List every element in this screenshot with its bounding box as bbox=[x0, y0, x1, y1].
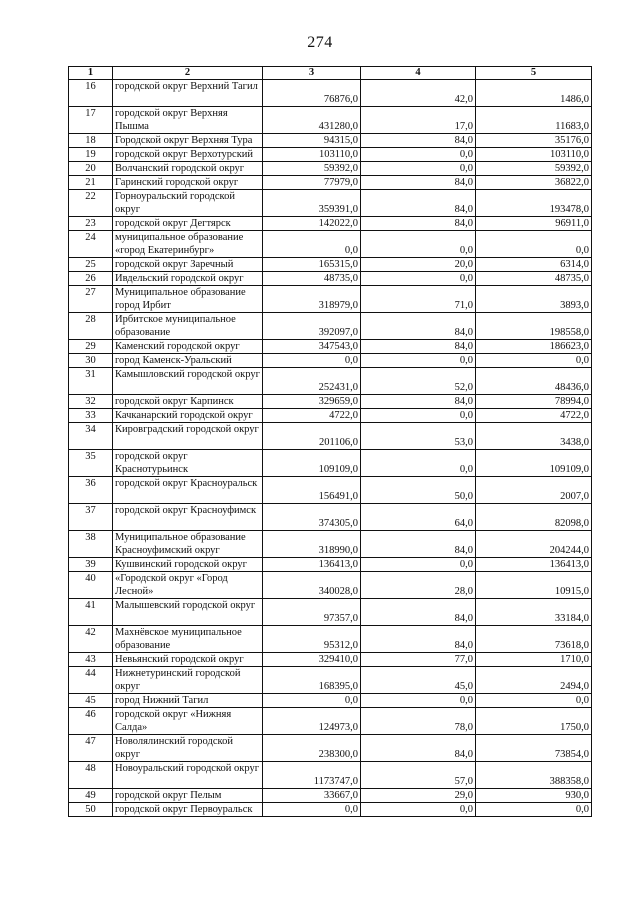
municipality-name-cell: Кировградский городской округ bbox=[113, 423, 263, 450]
column-3-value-cell: 168395,0 bbox=[263, 667, 361, 694]
municipality-name-cell: городской округ Верхний Тагил bbox=[113, 80, 263, 107]
column-5-value-cell: 78994,0 bbox=[476, 395, 592, 409]
column-4-value-cell: 0,0 bbox=[361, 803, 476, 817]
row-number-cell: 19 bbox=[69, 148, 113, 162]
column-4-value-cell: 84,0 bbox=[361, 395, 476, 409]
municipality-name-cell: городской округ Карпинск bbox=[113, 395, 263, 409]
municipality-name-cell: Гаринский городской округ bbox=[113, 176, 263, 190]
column-3-value-cell: 109109,0 bbox=[263, 450, 361, 477]
municipality-name-cell: городской округ Первоуральск bbox=[113, 803, 263, 817]
municipality-name-cell: Камышловский городской округ bbox=[113, 368, 263, 395]
municipality-name-cell: Новоуральский городской округ bbox=[113, 762, 263, 789]
table-row bbox=[69, 176, 592, 190]
column-5-value-cell: 2007,0 bbox=[476, 477, 592, 504]
column-3-value-cell: 0,0 bbox=[263, 354, 361, 368]
municipality-name-cell: городской округ Заречный bbox=[113, 258, 263, 272]
column-5-value-cell: 0,0 bbox=[476, 231, 592, 258]
table-row bbox=[69, 395, 592, 409]
column-3-value-cell: 431280,0 bbox=[263, 107, 361, 134]
municipality-name-cell: городской округ Пелым bbox=[113, 789, 263, 803]
municipality-name-cell: город Нижний Тагил bbox=[113, 694, 263, 708]
column-5-value-cell: 0,0 bbox=[476, 803, 592, 817]
municipality-name-cell: городской округ Дегтярск bbox=[113, 217, 263, 231]
table-row bbox=[69, 762, 592, 789]
column-4-value-cell: 84,0 bbox=[361, 599, 476, 626]
municipality-name-cell: городской округ Верхотурский bbox=[113, 148, 263, 162]
column-3-value-cell: 48735,0 bbox=[263, 272, 361, 286]
column-4-value-cell: 84,0 bbox=[361, 531, 476, 558]
column-4-value-cell: 84,0 bbox=[361, 176, 476, 190]
row-number-cell: 31 bbox=[69, 368, 113, 395]
column-4-value-cell: 64,0 bbox=[361, 504, 476, 531]
column-3-value-cell: 347543,0 bbox=[263, 340, 361, 354]
column-5-value-cell: 33184,0 bbox=[476, 599, 592, 626]
table-row bbox=[69, 572, 592, 599]
column-5-value-cell: 930,0 bbox=[476, 789, 592, 803]
column-header-5: 5 bbox=[476, 67, 592, 80]
municipality-name-cell: «Городской округ «Город Лесной» bbox=[113, 572, 263, 599]
row-number-cell: 28 bbox=[69, 313, 113, 340]
row-number-cell: 36 bbox=[69, 477, 113, 504]
column-header-2: 2 bbox=[113, 67, 263, 80]
table-row bbox=[69, 231, 592, 258]
row-number-cell: 39 bbox=[69, 558, 113, 572]
table-row bbox=[69, 80, 592, 107]
table-row bbox=[69, 626, 592, 653]
column-5-value-cell: 204244,0 bbox=[476, 531, 592, 558]
municipality-name-cell: Каменский городской округ bbox=[113, 340, 263, 354]
table-row bbox=[69, 354, 592, 368]
table-row bbox=[69, 708, 592, 735]
column-3-value-cell: 103110,0 bbox=[263, 148, 361, 162]
row-number-cell: 32 bbox=[69, 395, 113, 409]
column-4-value-cell: 71,0 bbox=[361, 286, 476, 313]
table-row bbox=[69, 531, 592, 558]
column-3-value-cell: 1173747,0 bbox=[263, 762, 361, 789]
table-row bbox=[69, 653, 592, 667]
table-row bbox=[69, 190, 592, 217]
row-number-cell: 29 bbox=[69, 340, 113, 354]
column-4-value-cell: 0,0 bbox=[361, 272, 476, 286]
column-3-value-cell: 329659,0 bbox=[263, 395, 361, 409]
table-row bbox=[69, 735, 592, 762]
column-4-value-cell: 84,0 bbox=[361, 217, 476, 231]
table-row bbox=[69, 477, 592, 504]
page-number: 274 bbox=[307, 34, 333, 51]
table-header-row bbox=[69, 67, 592, 80]
column-header-4: 4 bbox=[361, 67, 476, 80]
column-3-value-cell: 4722,0 bbox=[263, 409, 361, 423]
row-number-cell: 40 bbox=[69, 572, 113, 599]
row-number-cell: 26 bbox=[69, 272, 113, 286]
row-number-cell: 18 bbox=[69, 134, 113, 148]
municipality-name-cell: городской округ «Нижняя Салда» bbox=[113, 708, 263, 735]
column-3-value-cell: 76876,0 bbox=[263, 80, 361, 107]
row-number-cell: 33 bbox=[69, 409, 113, 423]
row-number-cell: 35 bbox=[69, 450, 113, 477]
column-5-value-cell: 0,0 bbox=[476, 354, 592, 368]
municipality-name-cell: Ивдельский городской округ bbox=[113, 272, 263, 286]
column-5-value-cell: 59392,0 bbox=[476, 162, 592, 176]
row-number-cell: 27 bbox=[69, 286, 113, 313]
column-3-value-cell: 340028,0 bbox=[263, 572, 361, 599]
column-5-value-cell: 35176,0 bbox=[476, 134, 592, 148]
column-5-value-cell: 1486,0 bbox=[476, 80, 592, 107]
column-5-value-cell: 3893,0 bbox=[476, 286, 592, 313]
row-number-cell: 41 bbox=[69, 599, 113, 626]
column-3-value-cell: 359391,0 bbox=[263, 190, 361, 217]
column-4-value-cell: 0,0 bbox=[361, 354, 476, 368]
column-5-value-cell: 103110,0 bbox=[476, 148, 592, 162]
row-number-cell: 21 bbox=[69, 176, 113, 190]
municipality-name-cell: Нижнетуринский городской округ bbox=[113, 667, 263, 694]
row-number-cell: 38 bbox=[69, 531, 113, 558]
column-5-value-cell: 4722,0 bbox=[476, 409, 592, 423]
row-number-cell: 47 bbox=[69, 735, 113, 762]
municipality-name-cell: Муниципальное образование город Ирбит bbox=[113, 286, 263, 313]
row-number-cell: 23 bbox=[69, 217, 113, 231]
column-3-value-cell: 0,0 bbox=[263, 694, 361, 708]
row-number-cell: 17 bbox=[69, 107, 113, 134]
table-row bbox=[69, 789, 592, 803]
column-header-1: 1 bbox=[69, 67, 113, 80]
table-row bbox=[69, 286, 592, 313]
column-4-value-cell: 0,0 bbox=[361, 231, 476, 258]
column-3-value-cell: 0,0 bbox=[263, 803, 361, 817]
column-5-value-cell: 3438,0 bbox=[476, 423, 592, 450]
column-5-value-cell: 193478,0 bbox=[476, 190, 592, 217]
table-row bbox=[69, 217, 592, 231]
table-row bbox=[69, 558, 592, 572]
municipality-name-cell: Горноуральский городской округ bbox=[113, 190, 263, 217]
column-5-value-cell: 198558,0 bbox=[476, 313, 592, 340]
column-5-value-cell: 0,0 bbox=[476, 694, 592, 708]
municipality-name-cell: городской округ Краснотурьинск bbox=[113, 450, 263, 477]
table-row bbox=[69, 667, 592, 694]
table-row bbox=[69, 599, 592, 626]
column-3-value-cell: 252431,0 bbox=[263, 368, 361, 395]
row-number-cell: 16 bbox=[69, 80, 113, 107]
table-row bbox=[69, 258, 592, 272]
column-4-value-cell: 57,0 bbox=[361, 762, 476, 789]
row-number-cell: 37 bbox=[69, 504, 113, 531]
municipality-name-cell: Махнёвское муниципальное образование bbox=[113, 626, 263, 653]
municipality-name-cell: муниципальное образование «город Екатеринбург» bbox=[113, 231, 263, 258]
column-4-value-cell: 0,0 bbox=[361, 450, 476, 477]
column-5-value-cell: 186623,0 bbox=[476, 340, 592, 354]
column-4-value-cell: 17,0 bbox=[361, 107, 476, 134]
column-3-value-cell: 201106,0 bbox=[263, 423, 361, 450]
column-5-value-cell: 2494,0 bbox=[476, 667, 592, 694]
table-row bbox=[69, 107, 592, 134]
column-4-value-cell: 50,0 bbox=[361, 477, 476, 504]
column-3-value-cell: 165315,0 bbox=[263, 258, 361, 272]
column-4-value-cell: 53,0 bbox=[361, 423, 476, 450]
table-row bbox=[69, 803, 592, 817]
municipality-name-cell: Муниципальное образование Красноуфимский округ bbox=[113, 531, 263, 558]
column-4-value-cell: 45,0 bbox=[361, 667, 476, 694]
column-4-value-cell: 84,0 bbox=[361, 735, 476, 762]
column-5-value-cell: 1710,0 bbox=[476, 653, 592, 667]
column-4-value-cell: 84,0 bbox=[361, 626, 476, 653]
municipality-name-cell: Качканарский городской округ bbox=[113, 409, 263, 423]
column-5-value-cell: 388358,0 bbox=[476, 762, 592, 789]
table-row bbox=[69, 423, 592, 450]
table-row bbox=[69, 162, 592, 176]
column-5-value-cell: 11683,0 bbox=[476, 107, 592, 134]
column-4-value-cell: 28,0 bbox=[361, 572, 476, 599]
row-number-cell: 48 bbox=[69, 762, 113, 789]
column-4-value-cell: 20,0 bbox=[361, 258, 476, 272]
column-4-value-cell: 0,0 bbox=[361, 558, 476, 572]
municipality-name-cell: Кушвинский городской округ bbox=[113, 558, 263, 572]
column-3-value-cell: 329410,0 bbox=[263, 653, 361, 667]
column-3-value-cell: 318979,0 bbox=[263, 286, 361, 313]
column-3-value-cell: 94315,0 bbox=[263, 134, 361, 148]
column-4-value-cell: 0,0 bbox=[361, 148, 476, 162]
municipality-name-cell: Ирбитское муниципальное образование bbox=[113, 313, 263, 340]
column-3-value-cell: 33667,0 bbox=[263, 789, 361, 803]
municipality-name-cell: городской округ Верхняя Пышма bbox=[113, 107, 263, 134]
row-number-cell: 46 bbox=[69, 708, 113, 735]
row-number-cell: 42 bbox=[69, 626, 113, 653]
column-4-value-cell: 84,0 bbox=[361, 340, 476, 354]
table-row bbox=[69, 368, 592, 395]
table-row bbox=[69, 134, 592, 148]
row-number-cell: 25 bbox=[69, 258, 113, 272]
column-4-value-cell: 78,0 bbox=[361, 708, 476, 735]
column-3-value-cell: 142022,0 bbox=[263, 217, 361, 231]
column-5-value-cell: 1750,0 bbox=[476, 708, 592, 735]
column-3-value-cell: 136413,0 bbox=[263, 558, 361, 572]
column-4-value-cell: 77,0 bbox=[361, 653, 476, 667]
row-number-cell: 30 bbox=[69, 354, 113, 368]
row-number-cell: 34 bbox=[69, 423, 113, 450]
column-3-value-cell: 374305,0 bbox=[263, 504, 361, 531]
column-4-value-cell: 29,0 bbox=[361, 789, 476, 803]
table-row bbox=[69, 504, 592, 531]
municipality-name-cell: Новолялинский городской округ bbox=[113, 735, 263, 762]
column-5-value-cell: 96911,0 bbox=[476, 217, 592, 231]
column-header-3: 3 bbox=[263, 67, 361, 80]
column-3-value-cell: 97357,0 bbox=[263, 599, 361, 626]
row-number-cell: 49 bbox=[69, 789, 113, 803]
table-row bbox=[69, 409, 592, 423]
column-3-value-cell: 95312,0 bbox=[263, 626, 361, 653]
column-4-value-cell: 52,0 bbox=[361, 368, 476, 395]
column-3-value-cell: 156491,0 bbox=[263, 477, 361, 504]
column-4-value-cell: 0,0 bbox=[361, 162, 476, 176]
column-4-value-cell: 42,0 bbox=[361, 80, 476, 107]
municipality-name-cell: городской округ Красноуральск bbox=[113, 477, 263, 504]
column-5-value-cell: 73618,0 bbox=[476, 626, 592, 653]
column-4-value-cell: 84,0 bbox=[361, 134, 476, 148]
data-table bbox=[68, 66, 592, 817]
municipality-name-cell: город Каменск-Уральский bbox=[113, 354, 263, 368]
municipality-name-cell: Городской округ Верхняя Тура bbox=[113, 134, 263, 148]
column-5-value-cell: 10915,0 bbox=[476, 572, 592, 599]
column-4-value-cell: 0,0 bbox=[361, 409, 476, 423]
column-3-value-cell: 318990,0 bbox=[263, 531, 361, 558]
table-row bbox=[69, 694, 592, 708]
column-5-value-cell: 48436,0 bbox=[476, 368, 592, 395]
column-5-value-cell: 48735,0 bbox=[476, 272, 592, 286]
column-4-value-cell: 84,0 bbox=[361, 313, 476, 340]
column-5-value-cell: 109109,0 bbox=[476, 450, 592, 477]
column-5-value-cell: 6314,0 bbox=[476, 258, 592, 272]
row-number-cell: 50 bbox=[69, 803, 113, 817]
column-3-value-cell: 59392,0 bbox=[263, 162, 361, 176]
municipality-name-cell: Невьянский городской округ bbox=[113, 653, 263, 667]
table-row bbox=[69, 340, 592, 354]
row-number-cell: 45 bbox=[69, 694, 113, 708]
column-5-value-cell: 36822,0 bbox=[476, 176, 592, 190]
column-3-value-cell: 0,0 bbox=[263, 231, 361, 258]
table-row bbox=[69, 313, 592, 340]
row-number-cell: 22 bbox=[69, 190, 113, 217]
municipality-name-cell: Малышевский городской округ bbox=[113, 599, 263, 626]
column-5-value-cell: 136413,0 bbox=[476, 558, 592, 572]
column-3-value-cell: 392097,0 bbox=[263, 313, 361, 340]
column-5-value-cell: 73854,0 bbox=[476, 735, 592, 762]
row-number-cell: 44 bbox=[69, 667, 113, 694]
row-number-cell: 43 bbox=[69, 653, 113, 667]
table-row bbox=[69, 272, 592, 286]
column-4-value-cell: 0,0 bbox=[361, 694, 476, 708]
column-4-value-cell: 84,0 bbox=[361, 190, 476, 217]
column-5-value-cell: 82098,0 bbox=[476, 504, 592, 531]
table-row bbox=[69, 450, 592, 477]
row-number-cell: 20 bbox=[69, 162, 113, 176]
row-number-cell: 24 bbox=[69, 231, 113, 258]
municipality-name-cell: Волчанский городской округ bbox=[113, 162, 263, 176]
column-3-value-cell: 124973,0 bbox=[263, 708, 361, 735]
column-3-value-cell: 238300,0 bbox=[263, 735, 361, 762]
column-3-value-cell: 77979,0 bbox=[263, 176, 361, 190]
municipality-name-cell: городской округ Красноуфимск bbox=[113, 504, 263, 531]
table-row bbox=[69, 148, 592, 162]
